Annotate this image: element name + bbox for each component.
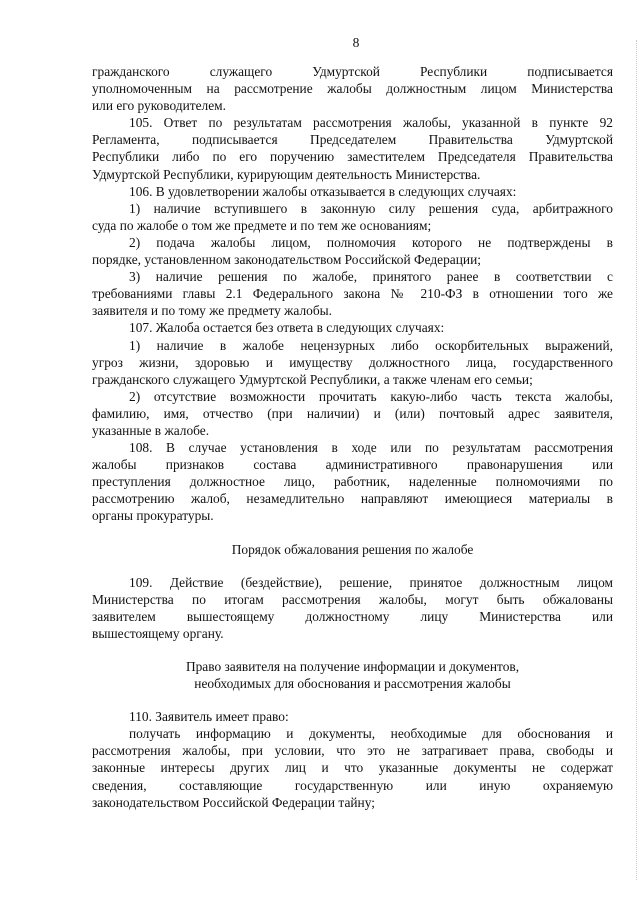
text-line: 107. Жалоба остается без ответа в следующих случаях: xyxy=(129,320,445,336)
text-line: преступления должностное лицо, работник, наделенные полномочиями по xyxy=(92,474,613,490)
text-line: указанные в жалобе. xyxy=(92,422,210,438)
text-line: гражданского служащего Удмуртской Республики, а также членам его семьи; xyxy=(92,371,533,387)
page-number: 8 xyxy=(352,35,360,50)
text-line: суда по жалобе о том же предмете и по тем же основаниям; xyxy=(92,217,432,233)
text-line: уполномоченным на рассмотрение жалобы должностным лицом Министерства xyxy=(92,81,613,97)
text-line: законодательством Российской Федерации тайну; xyxy=(92,794,375,810)
text-line: рассмотрению жалоб, незамедлительно направляют имеющиеся материалы в xyxy=(92,491,613,507)
text-line: сведения, составляющие государственную или иную охраняемую xyxy=(92,777,613,793)
text-line: или его руководителем. xyxy=(92,98,227,114)
text-line: Удмуртской Республики, курирующим деятельность Министерства. xyxy=(92,166,481,182)
text-line: 110. Заявитель имеет право: xyxy=(129,709,289,725)
text-line: Регламента, подписывается Председателем Правительства Удмуртской xyxy=(92,132,613,148)
scan-edge-dots xyxy=(635,40,637,880)
section-heading-line: Порядок обжалования решения по жалобе xyxy=(231,541,474,557)
text-line: 106. В удовлетворении жалобы отказывается в следующих случаях: xyxy=(129,183,517,199)
text-line: заявителем вышестоящему должностному лицу Министерства или xyxy=(92,608,613,624)
text-line: законные интересы других лиц и что указанные документы не содержат xyxy=(92,760,613,776)
text-line: 2) отсутствие возможности прочитать какую-либо часть текста жалобы, xyxy=(129,388,613,404)
text-line: получать информацию и документы, необходимые для обоснования и xyxy=(129,726,613,742)
text-line: вышестоящему органу. xyxy=(92,625,224,641)
text-line: заявителя и по тому же предмету жалобы. xyxy=(92,303,333,319)
text-line: 2) подача жалобы лицом, полномочия которого не подтверждены в xyxy=(129,234,613,250)
text-line: порядке, установленном законодательством Российской Федерации; xyxy=(92,252,481,268)
text-line: органы прокуратуры. xyxy=(92,508,214,524)
text-line: Министерства по итогам рассмотрения жалобы, могут быть обжалованы xyxy=(92,591,613,607)
text-line: угроз жизни, здоровью и имуществу должностного лица, государственного xyxy=(92,354,613,370)
text-line: требованиями главы 2.1 Федерального закона № 210-ФЗ в отношении того же xyxy=(92,286,613,302)
text-line: 3) наличие решения по жалобе, принятого ранее в соответствии с xyxy=(129,269,613,285)
document-body xyxy=(92,63,613,811)
text-line: рассмотрения жалобы, при условии, что это не затрагивает права, свободы и xyxy=(92,743,613,759)
text-line: 1) наличие в жалобе нецензурных либо оскорбительных выражений, xyxy=(129,337,613,353)
text-line: 1) наличие вступившего в законную силу решения суда, арбитражного xyxy=(129,200,613,216)
section-heading-line: необходимых для обоснования и рассмотрения жалобы xyxy=(194,676,511,692)
text-line: гражданского служащего Удмуртской Республики подписывается xyxy=(92,64,613,79)
text-line: Республики либо по его поручению заместителем Председателя Правительства xyxy=(92,149,613,165)
text-line: 105. Ответ по результатам рассмотрения жалобы, указанной в пункте 92 xyxy=(129,115,613,131)
text-line: жалобы признаков состава административного правонарушения или xyxy=(92,457,613,473)
section-heading-line: Право заявителя на получение информации и документов, xyxy=(185,659,520,674)
text-line: 109. Действие (бездействие), решение, принятое должностным лицом xyxy=(129,574,613,590)
text-line: 108. В случае установления в ходе или по результатам рассмотрения xyxy=(129,440,613,456)
text-line: фамилию, имя, отчество (при наличии) и (или) почтовый адрес заявителя, xyxy=(92,405,613,421)
